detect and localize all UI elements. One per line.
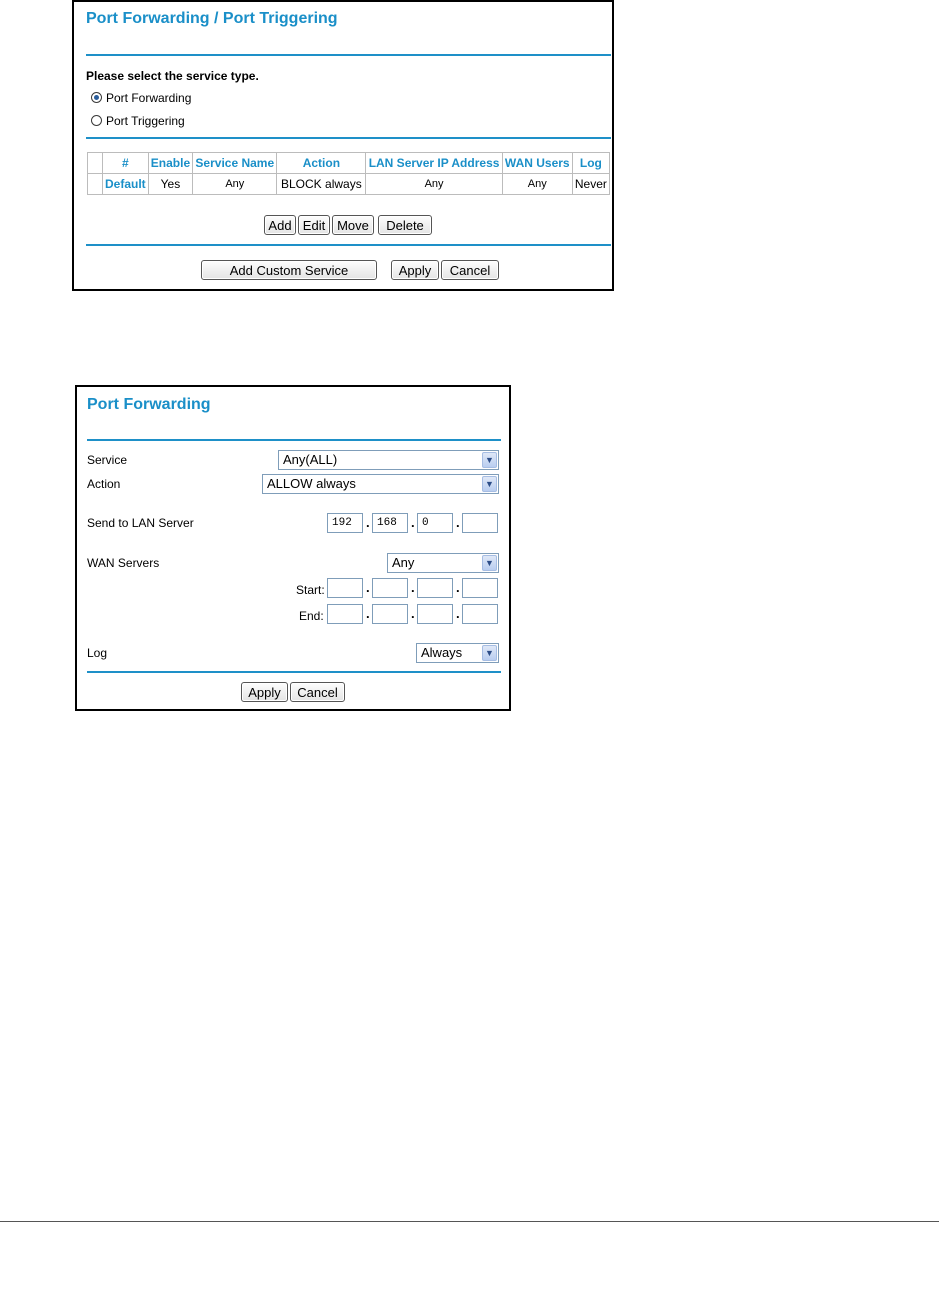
service-select[interactable] [278, 450, 499, 470]
column-header-service-name: Service Name [193, 153, 277, 174]
cell-wan-users: Any [502, 174, 572, 195]
ip-separator: . [456, 580, 460, 595]
divider [87, 671, 501, 673]
wan-servers-select-value: Any [392, 555, 415, 570]
start-label: Start: [296, 583, 325, 597]
wan-end-octet-4[interactable] [462, 604, 498, 624]
table-header-row [88, 153, 610, 174]
cancel-button[interactable]: Cancel [290, 682, 345, 702]
panel-title: Port Forwarding [87, 396, 211, 413]
apply-button[interactable]: Apply [241, 682, 288, 702]
ip-separator: . [411, 606, 415, 621]
ip-separator: . [366, 606, 370, 621]
lan-ip-octet-4[interactable] [462, 513, 498, 533]
lan-ip-octet-3[interactable]: 0 [417, 513, 453, 533]
cell-lan-server-ip: Any [366, 174, 502, 195]
ip-separator: . [456, 606, 460, 621]
table-row[interactable] [88, 174, 610, 195]
column-header-wan-users: WAN Users [502, 153, 572, 174]
ip-separator: . [411, 515, 415, 530]
add-button[interactable]: Add [264, 215, 296, 235]
send-to-lan-server-label: Send to LAN Server [87, 516, 194, 530]
page-footer-rule [0, 1221, 939, 1222]
radio-port-triggering[interactable] [91, 115, 102, 126]
column-header-log: Log [572, 153, 609, 174]
radio-port-forwarding-label: Port Forwarding [106, 91, 192, 105]
divider [87, 439, 501, 441]
log-select-value: Always [421, 645, 463, 660]
service-label: Service [87, 453, 128, 467]
lan-ip-octet-1[interactable]: 192 [327, 513, 363, 533]
port-forwarding-panel [75, 385, 511, 711]
port-forwarding-triggering-panel [72, 0, 614, 291]
chevron-down-icon[interactable]: ▼ [482, 476, 497, 492]
column-header-lan-server-ip: LAN Server IP Address [366, 153, 502, 174]
cancel-button[interactable]: Cancel [441, 260, 499, 280]
ip-separator: . [456, 515, 460, 530]
service-type-prompt: Please select the service type. [86, 69, 259, 83]
end-label: End: [299, 609, 324, 623]
action-label: Action [87, 477, 121, 491]
cell-action: BLOCK always [277, 174, 366, 195]
cell-number: Default [103, 174, 149, 195]
log-select[interactable] [416, 643, 499, 663]
wan-end-octet-1[interactable] [327, 604, 363, 624]
wan-start-octet-2[interactable] [372, 578, 408, 598]
column-header-number: # [103, 153, 149, 174]
cell-log: Never [572, 174, 609, 195]
wan-start-octet-1[interactable] [327, 578, 363, 598]
chevron-down-icon[interactable]: ▼ [482, 645, 497, 661]
add-custom-service-button[interactable]: Add Custom Service [201, 260, 377, 280]
panel-title: Port Forwarding / Port Triggering [86, 10, 338, 27]
wan-start-octet-4[interactable] [462, 578, 498, 598]
select-column-header [88, 153, 103, 174]
apply-button[interactable]: Apply [391, 260, 439, 280]
divider [86, 244, 611, 246]
column-header-enable: Enable [148, 153, 193, 174]
ip-separator: . [366, 580, 370, 595]
edit-button[interactable]: Edit [298, 215, 330, 235]
wan-start-octet-3[interactable] [417, 578, 453, 598]
cell-service-name: Any [193, 174, 277, 195]
wan-servers-label: WAN Servers [87, 556, 160, 570]
row-select-cell[interactable] [88, 174, 103, 195]
ip-separator: . [366, 515, 370, 530]
radio-port-forwarding[interactable] [91, 92, 102, 103]
delete-button[interactable]: Delete [378, 215, 432, 235]
log-label: Log [87, 646, 108, 660]
action-select-value: ALLOW always [267, 476, 356, 491]
services-table [87, 152, 610, 195]
service-select-value: Any(ALL) [283, 452, 338, 467]
cell-enable: Yes [148, 174, 193, 195]
chevron-down-icon[interactable]: ▼ [482, 555, 497, 571]
chevron-down-icon[interactable]: ▼ [482, 452, 497, 468]
wan-end-octet-3[interactable] [417, 604, 453, 624]
wan-end-octet-2[interactable] [372, 604, 408, 624]
column-header-action: Action [277, 153, 366, 174]
wan-servers-select[interactable] [387, 553, 499, 573]
radio-port-triggering-label: Port Triggering [106, 114, 185, 128]
move-button[interactable]: Move [332, 215, 374, 235]
divider [86, 54, 611, 56]
divider [86, 137, 611, 139]
lan-ip-octet-2[interactable]: 168 [372, 513, 408, 533]
ip-separator: . [411, 580, 415, 595]
action-select[interactable] [262, 474, 499, 494]
